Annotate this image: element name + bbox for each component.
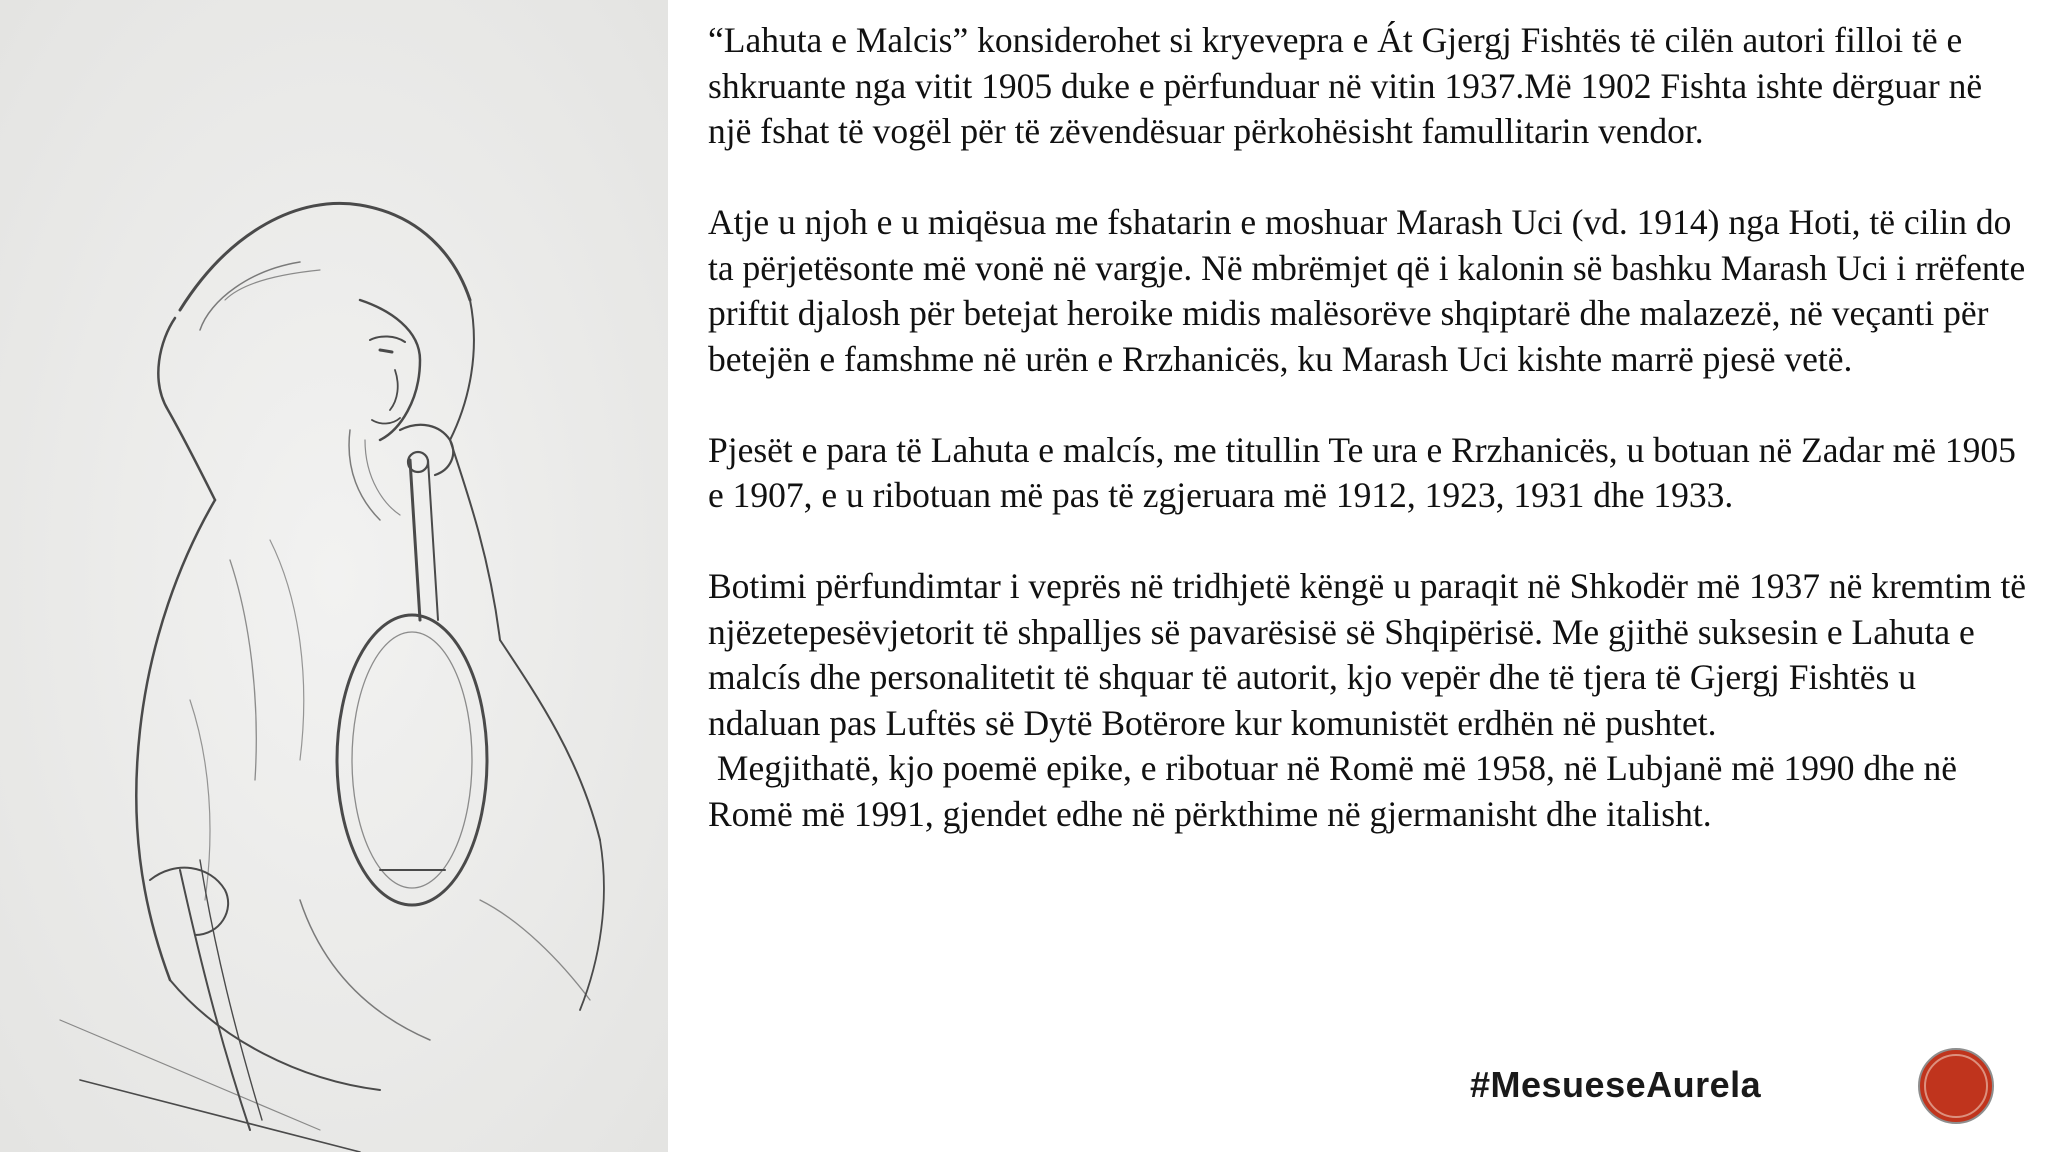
paragraph-intro: “Lahuta e Malcis” konsiderohet si kryevepra e Át Gjergj Fishtës të cilën autori filloi të e shkruante nga vitit 1905 duke e përfunduar në vitin 1937.Më 1902 Fishta ishte dërguar në një fshat të vogël për të zëvendësuar përkohësisht famullitarin vendor. — [708, 20, 1991, 151]
paragraph-marash-uci: Atje u njoh e u miqësua me fshatarin e moshuar Marash Uci (vd. 1914) nga Hoti, të cilin do ta përjetësonte më vonë në vargje. Në mbrëmjet që i kalonin së bashku Marash Uci i rrëfente priftit djalosh për betejat heroike midis malësorëve shqiptarë dhe malazezë, në veçanti për betejën e famshme në urën e Rrzhanicës, ku Marash Uci kishte marrë pjesë vetë. — [708, 202, 2035, 379]
sketch-illustration — [0, 0, 668, 1152]
lute-player-sketch-icon — [0, 0, 668, 1152]
author-hashtag: #MesueseAurela — [1470, 1064, 1762, 1105]
paragraph-final-edition: Botimi përfundimtar i veprës në tridhjetë këngë u paraqit në Shkodër më 1937 në kremtim të njëzetepesëvjetorit të shpalljes së pavarësisë së Shqipërisë. Me gjithë suksesin e Lahuta e malcís dhe personalitetit të shquar të autorit, kjo vepër dhe të tjera të Gjergj Fishtës u ndaluan pas Luftës së Dytë Botërore kur komunistët erdhën në pushtet. — [708, 566, 2035, 743]
paragraph-first-editions: Pjesët e para të Lahuta e malcís, me titullin Te ura e Rrzhanicës, u botuan në Zadar më 1905 e 1907, e u ribotuan më pas të zgjeruara më 1912, 1923, 1931 dhe 1933. — [708, 429, 2025, 515]
paragraph-reprints: Megjithatë, kjo poemë epike, e ribotuar në Romë më 1958, në Lubjanë më 1990 dhe në Romë më 1991, gjendet edhe në përkthime në gjermanisht dhe italisht. — [708, 748, 1966, 834]
red-circle-badge-icon — [1916, 1046, 1996, 1126]
article-text — [708, 18, 2035, 883]
